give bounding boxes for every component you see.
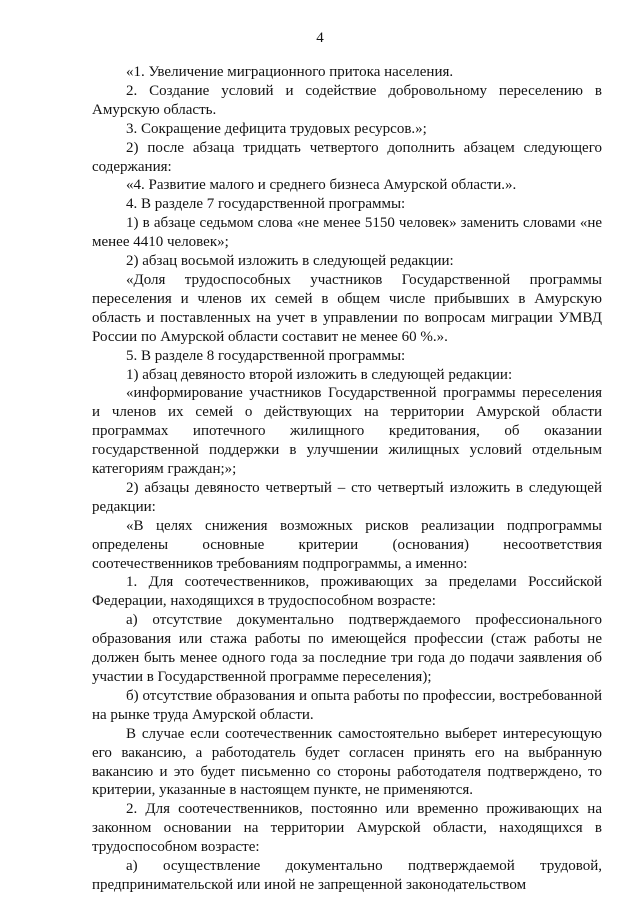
paragraph: 3. Сокращение дефицита трудовых ресурсов.»;	[126, 120, 427, 137]
paragraph: «информирование участников Государственной программы переселения и членов их семей о действующих на территории Амурской области программах ипотечного жилищного кредитования, об оказании государственной поддержки в улучшении жилищных условий отдельным категориям граждан;»;	[92, 385, 602, 478]
paragraph: 2. Создание условий и содействие добровольному переселению в Амурскую область.	[92, 82, 602, 118]
document-body	[92, 63, 602, 895]
paragraph: 1) абзац девяносто второй изложить в следующей редакции:	[126, 366, 513, 383]
paragraph: 2) абзац восьмой изложить в следующей редакции:	[126, 253, 454, 270]
paragraph: 2. Для соотечественников, постоянно или временно проживающих на законном основании на территории Амурской области, находящихся в трудоспособном возрасте:	[92, 801, 602, 856]
paragraph: 1. Для соотечественников, проживающих за пределами Российской Федерации, находящихся в трудоспособном возрасте:	[92, 574, 602, 610]
paragraph: 5. В разделе 8 государственной программы:	[126, 347, 406, 364]
paragraph: «Доля трудоспособных участников Государственной программы переселения и членов их семей в общем числе прибывших в Амурскую область и поставленных на учет в управлении по вопросам миграции УМВД России по Амурской области составит не менее 60 %.».	[92, 271, 602, 345]
paragraph: б) отсутствие образования и опыта работы по профессии, востребованной на рынке труда Амурской области.	[92, 687, 602, 723]
paragraph: 2) абзацы девяносто четвертый – сто четвертый изложить в следующей редакции:	[92, 479, 602, 515]
paragraph: а) отсутствие документально подтверждаемого профессионального образования или стажа работы по имеющейся профессии (стаж работы не должен быть менее одного года за последние три года до подачи заявления об участии в Государственной программе переселения);	[92, 612, 602, 685]
page-number: 4	[316, 30, 324, 46]
paragraph: а) осуществление документально подтверждаемой трудовой, предпринимательской или иной не запрещенной законодательством	[92, 858, 602, 893]
paragraph: В случае если соотечественник самостоятельно выберет интересующую его вакансию, а работодатель будет согласен принять его на выбранную вакансию и это будет письменно со стороны работодателя подтверждено, то критерии, указанные в настоящем пункте, не применяются.	[92, 725, 602, 799]
paragraph: «В целях снижения возможных рисков реализации подпрограммы определены основные критерии (основания) несоответствия соотечественников требованиям подпрограммы, а именно:	[92, 517, 602, 572]
paragraph: 4. В разделе 7 государственной программы:	[126, 196, 406, 213]
paragraph: 1) в абзаце седьмом слова «не менее 5150 человек» заменить словами «не менее 4410 человек»;	[92, 215, 602, 251]
paragraph: «1. Увеличение миграционного притока населения.	[126, 64, 454, 80]
paragraph: «4. Развитие малого и среднего бизнеса Амурской области.».	[126, 177, 517, 194]
paragraph: 2) после абзаца тридцать четвертого дополнить абзацем следующего содержания:	[92, 139, 602, 175]
